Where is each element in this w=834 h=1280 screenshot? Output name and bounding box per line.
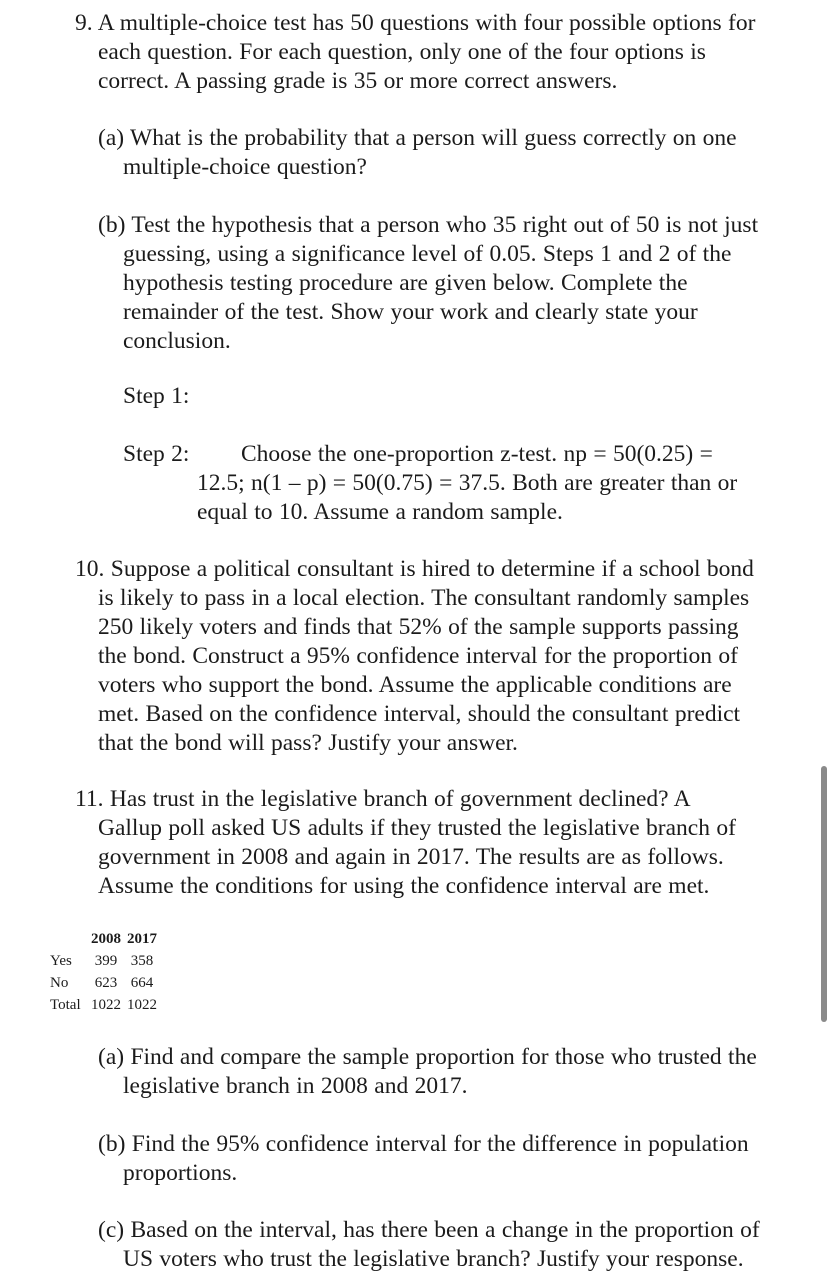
step-2-line: equal to 10. Assume a random sample. <box>197 499 563 525</box>
table-cell: 399 <box>94 953 118 969</box>
question-9a <box>98 124 737 182</box>
q11c-line: US voters who trust the legislative branch? Justify your response. <box>123 1246 744 1272</box>
q9b-line: conclusion. <box>123 328 231 354</box>
q10-line: 250 likely voters and finds that 52% of the sample supports passing <box>98 614 739 640</box>
q11b-line: (b) Find the 95% confidence interval for the difference in population <box>98 1131 749 1157</box>
q10-line: that the bond will pass? Justify your answer. <box>98 730 518 756</box>
q9a-line: (a) What is the probability that a person will guess correctly on one <box>98 125 737 151</box>
table-cell: 623 <box>94 975 118 991</box>
step-2-line: Choose the one-proportion z-test. np = 50(0.25) = <box>241 441 713 467</box>
question-11 <box>75 785 736 901</box>
table-header-cell <box>50 928 88 950</box>
table-cell: 664 <box>130 975 154 991</box>
table-cell: No <box>50 975 69 991</box>
table-row <box>50 950 160 972</box>
table-cell: 358 <box>130 953 154 969</box>
q9-line: correct. A passing grade is 35 or more correct answers. <box>98 68 618 94</box>
question-9-stem <box>75 9 755 96</box>
q11a-line: (a) Find and compare the sample proportion for those who trusted the <box>98 1044 757 1070</box>
table-cell: Yes <box>50 953 72 969</box>
step-1 <box>123 382 189 411</box>
q11-line: 11. Has trust in the legislative branch of government declined? A <box>75 786 691 812</box>
question-11c <box>98 1216 760 1274</box>
table-row <box>50 994 160 1016</box>
trust-data-table <box>50 928 160 1016</box>
table-header-row <box>50 928 160 950</box>
table-cell: 1022 <box>127 997 157 1013</box>
q9b-line: remainder of the test. Show your work and clearly state your <box>123 299 698 325</box>
step-1-label: Step 1: <box>123 383 190 409</box>
q10-line: met. Based on the confidence interval, should the consultant predict <box>98 701 741 727</box>
vertical-scrollbar-thumb[interactable] <box>821 766 827 1022</box>
q10-line: the bond. Construct a 95% confidence interval for the proportion of <box>98 643 738 669</box>
q11-line: government in 2008 and again in 2017. The results are as follows. <box>98 844 724 870</box>
q11-line: Assume the conditions for using the confidence interval are met. <box>98 873 710 899</box>
table-cell: 1022 <box>91 997 121 1013</box>
q9b-line: hypothesis testing procedure are given below. Complete the <box>123 270 688 296</box>
step-2-line: 12.5; n(1 – p) = 50(0.75) = 37.5. Both are greater than or <box>197 470 738 496</box>
question-9b <box>98 211 758 356</box>
q10-line: is likely to pass in a local election. The consultant randomly samples <box>98 585 750 611</box>
table-row <box>50 972 160 994</box>
q11c-line: (c) Based on the interval, has there been a change in the proportion of <box>98 1217 760 1243</box>
table-header-cell: 2017 <box>127 931 157 947</box>
q11-line: Gallup poll asked US adults if they trusted the legislative branch of <box>98 815 736 841</box>
question-11a <box>98 1043 757 1101</box>
q11a-line: legislative branch in 2008 and 2017. <box>123 1073 468 1099</box>
table-header-cell: 2008 <box>91 931 121 947</box>
table-cell: Total <box>50 997 81 1013</box>
q10-line: 10. Suppose a political consultant is hired to determine if a school bond <box>75 556 754 582</box>
q11b-line: proportions. <box>123 1160 238 1186</box>
q9b-line: guessing, using a significance level of 0.05. Steps 1 and 2 of the <box>123 241 732 267</box>
question-11b <box>98 1130 749 1188</box>
q10-line: voters who support the bond. Assume the applicable conditions are <box>98 672 732 698</box>
step-2-label: Step 2: <box>123 441 190 467</box>
step-2-text <box>197 440 737 527</box>
question-10 <box>75 555 754 758</box>
q9b-line: (b) Test the hypothesis that a person who 35 right out of 50 is not just <box>98 212 759 238</box>
q9a-line: multiple-choice question? <box>123 154 367 180</box>
q9-line: each question. For each question, only one of the four options is <box>98 39 706 65</box>
q9-line: 9. A multiple-choice test has 50 questions with four possible options for <box>75 10 756 36</box>
